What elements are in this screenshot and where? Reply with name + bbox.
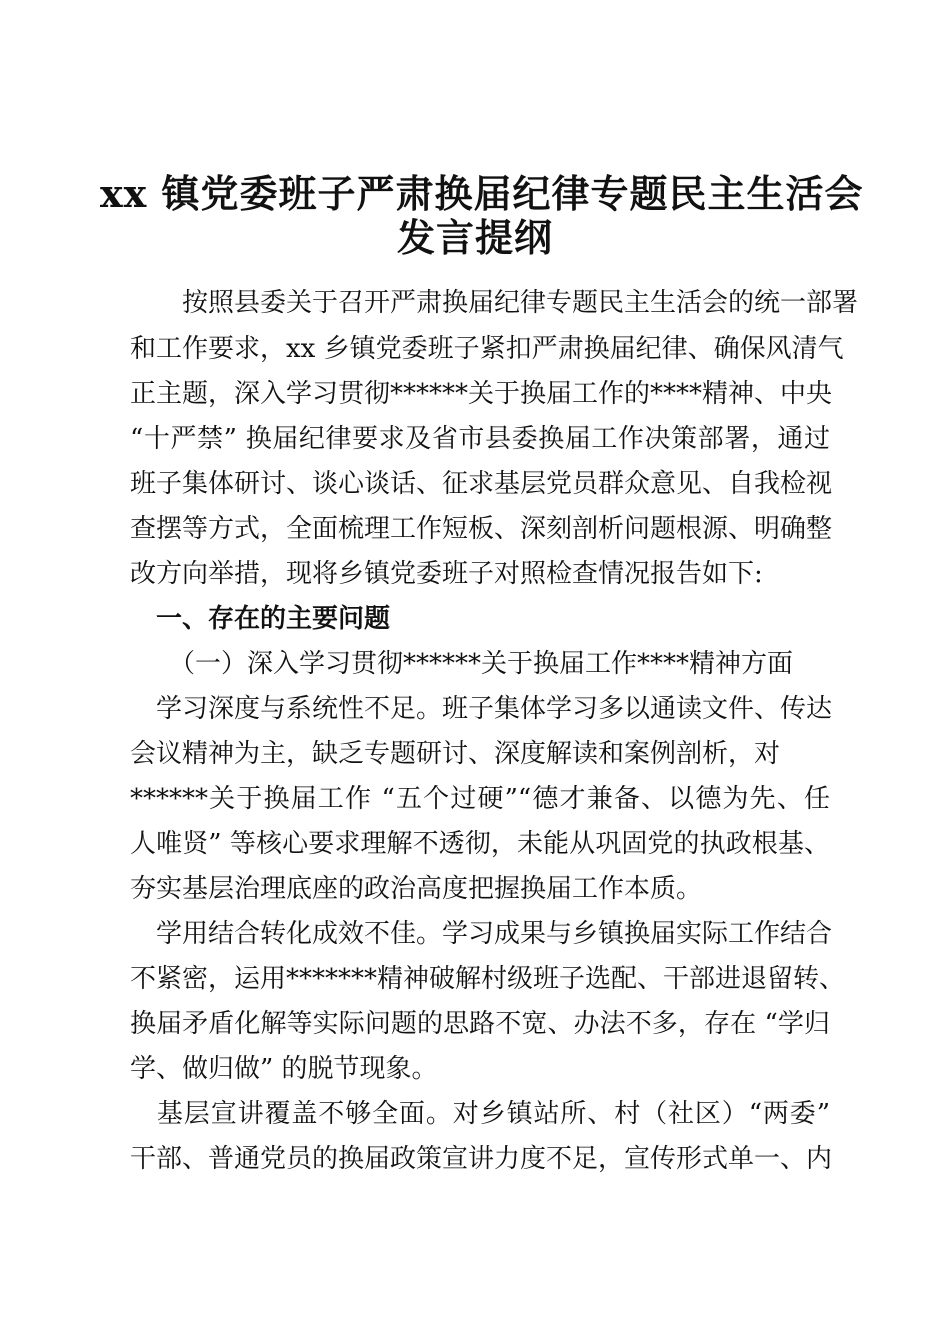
- section-heading: 一、存在的主要问题: [130, 604, 391, 634]
- body-line: 和工作要求，xx 乡镇党委班子紧扣严肃换届纪律、确保风清气: [130, 334, 844, 364]
- document-title-line-1: xx 镇党委班子严肃换届纪律专题民主生活会: [100, 171, 864, 216]
- body-line: 改方向举措，现将乡镇党委班子对照检查情况报告如下:: [130, 559, 763, 589]
- body-line: 学、做归做” 的脱节现象。: [130, 1054, 438, 1084]
- body-line: 学习深度与系统性不足。班子集体学习多以通读文件、传达: [130, 694, 833, 724]
- body-line: 基层宣讲覆盖不够全面。对乡镇站所、村（社区）“两委”: [130, 1099, 830, 1129]
- body-line: 干部、普通党员的换届政策宣讲力度不足，宣传形式单一、内: [130, 1144, 833, 1174]
- body-line: 学用结合转化成效不佳。学习成果与乡镇换届实际工作结合: [130, 919, 833, 949]
- body-line: 夯实基层治理底座的政治高度把握换届工作本质。: [130, 874, 703, 904]
- body-line: 按照县委关于召开严肃换届纪律专题民主生活会的统一部署: [130, 288, 859, 318]
- body-line: 人唯贤” 等核心要求理解不透彻，未能从巩固党的执政根基、: [130, 829, 830, 859]
- body-line: 班子集体研讨、谈心谈话、征求基层党员群众意见、自我检视: [130, 469, 833, 499]
- body-line: ******关于换届工作 “五个过硬”“德才兼备、以德为先、任: [130, 784, 830, 814]
- body-line: 查摆等方式，全面梳理工作短板、深刻剖析问题根源、明确整: [130, 514, 833, 544]
- body-line: 正主题，深入学习贯彻******关于换届工作的****精神、中央: [130, 379, 833, 409]
- body-line: 会议精神为主，缺乏专题研讨、深度解读和案例剖析，对: [130, 739, 781, 769]
- body-line: 不紧密，运用*******精神破解村级班子选配、干部进退留转、: [130, 964, 846, 994]
- subsection-heading: （一）深入学习贯彻******关于换届工作****精神方面: [130, 649, 794, 679]
- document-title-line-2: 发言提纲: [396, 215, 553, 260]
- body-line: “十严禁” 换届纪律要求及省市县委换届工作决策部署，通过: [130, 424, 830, 454]
- body-line: 换届矛盾化解等实际问题的思路不宽、办法不多，存在 “学归: [130, 1009, 830, 1039]
